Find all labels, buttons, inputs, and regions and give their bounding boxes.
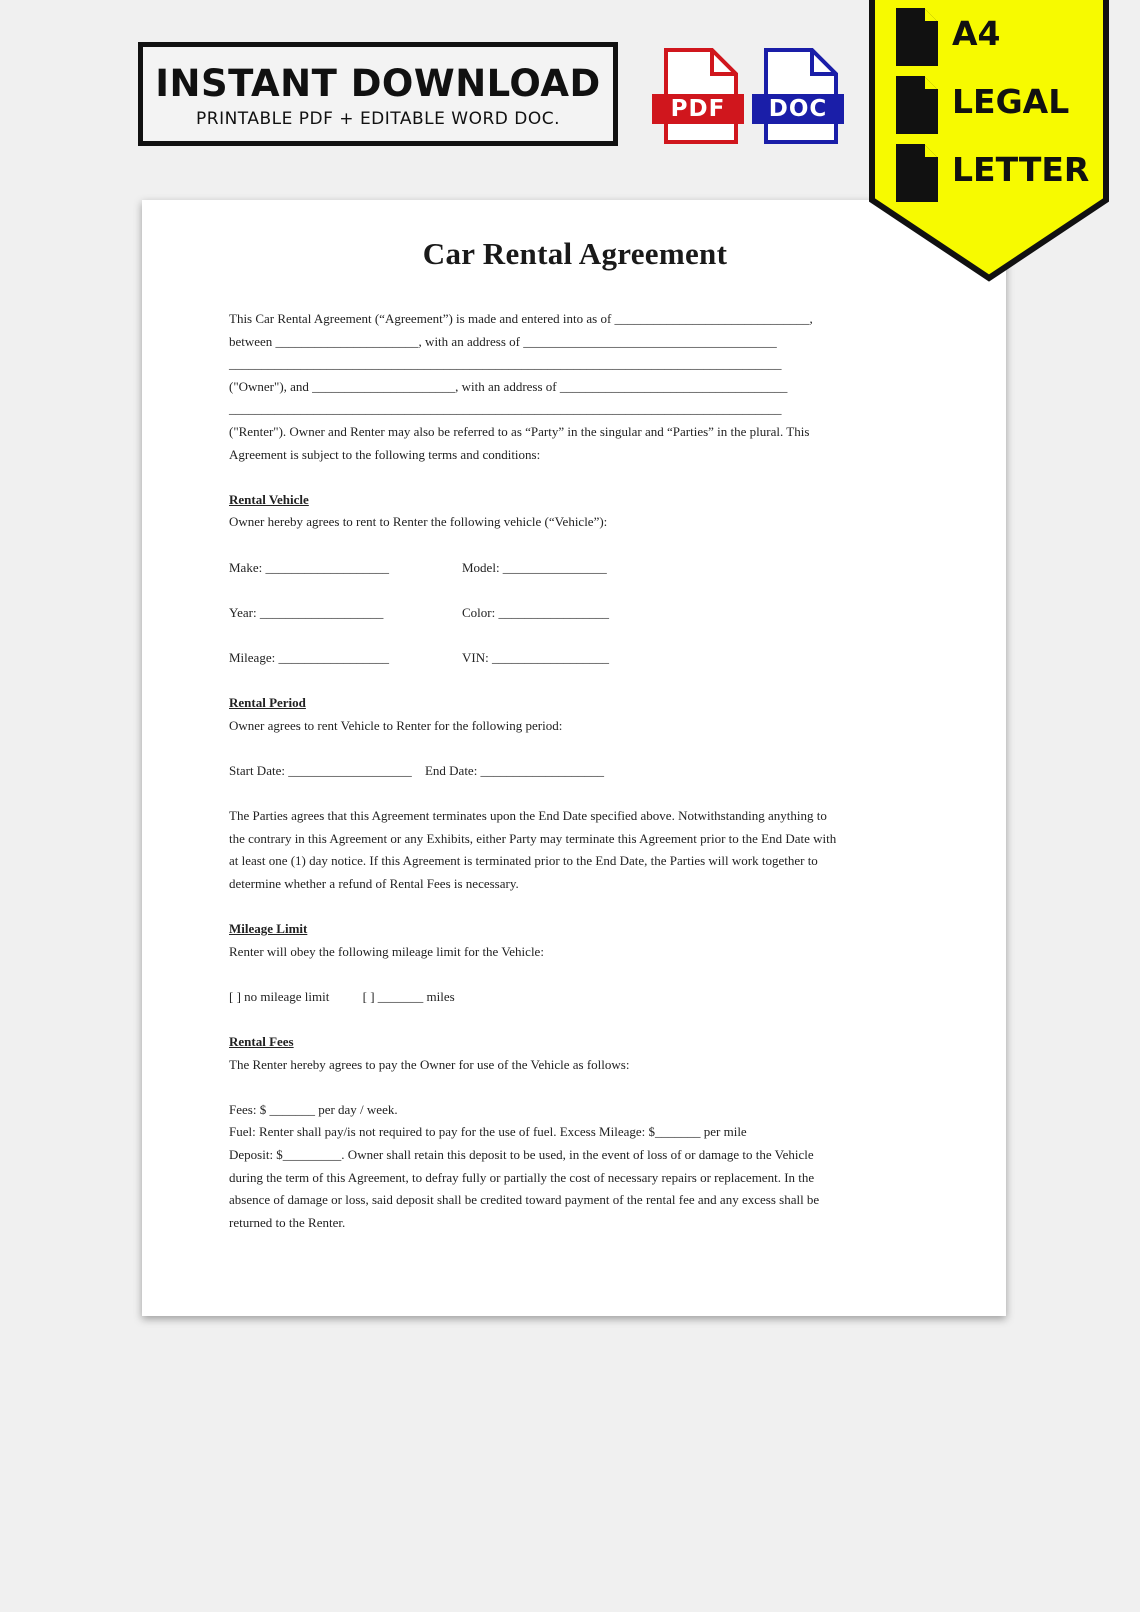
pdf-file-icon xyxy=(652,48,744,144)
intro-line: _____________________________________________________________________________________ xyxy=(229,356,782,372)
start-date-field: Start Date: ___________________ xyxy=(229,762,412,778)
year-field: Year: ___________________ xyxy=(229,604,384,620)
color-field: Color: _________________ xyxy=(462,604,609,620)
vin-field: VIN: __________________ xyxy=(462,649,609,665)
period-terms-line: The Parties agrees that this Agreement terminates upon the End Date specified above. Notwithstanding anything to xyxy=(229,808,827,824)
document-icon xyxy=(894,142,940,204)
document-icon xyxy=(894,6,940,68)
make-model-row xyxy=(229,557,921,580)
fees-line: during the term of this Agreement, to defray fully or partially the cost of necessary repairs or replacement. In the xyxy=(229,1169,815,1185)
fees-line: absence of damage or loss, said deposit shall be credited toward payment of the rental fee and any excess shall be xyxy=(229,1192,820,1208)
document-page xyxy=(142,200,1006,1316)
banner-subtitle: PRINTABLE PDF + EDITABLE WORD DOC. xyxy=(196,109,560,129)
size-label-legal: LEGAL xyxy=(952,82,1070,121)
intro-line: ("Renter"). Owner and Renter may also be referred to as “Party” in the singular and “Parties” in the plural. This xyxy=(229,423,810,439)
end-date-field: End Date: ___________________ xyxy=(424,762,605,778)
mileage-limit-text: Renter will obey the following mileage limit for the Vehicle: xyxy=(229,943,544,959)
intro-line: This Car Rental Agreement (“Agreement”) is made and entered into as of ______________________________, xyxy=(229,311,813,326)
mileage-limit-heading: Mileage Limit xyxy=(229,921,308,937)
banner-title: INSTANT DOWNLOAD xyxy=(155,62,601,105)
document-icon xyxy=(894,74,940,136)
fees-line: Fees: $ _______ per day / week. xyxy=(229,1101,398,1117)
size-item-letter xyxy=(894,142,1104,204)
rental-period-text: Owner agrees to rent Vehicle to Renter for the following period: xyxy=(229,717,563,733)
size-item-legal xyxy=(894,74,1104,136)
fees-line: Deposit: $_________. Owner shall retain this deposit to be used, in the event of loss of or damage to the Vehicle xyxy=(229,1146,814,1162)
mileage-vin-row xyxy=(229,647,921,670)
size-label-a4: A4 xyxy=(952,14,1001,53)
miles-limit-checkbox: [ ] _______ miles xyxy=(362,988,455,1004)
size-item-a4 xyxy=(894,6,1104,68)
instant-download-banner xyxy=(138,42,618,146)
period-terms-line: at least one (1) day notice. If this Agreement is terminated prior to the End Date, the Parties will work together to xyxy=(229,853,818,869)
pdf-label: PDF xyxy=(670,96,726,122)
doc-file-icon xyxy=(752,48,844,144)
rental-period-heading: Rental Period xyxy=(229,695,306,711)
period-terms-line: determine whether a refund of Rental Fees is necessary. xyxy=(229,875,519,891)
no-mileage-limit-checkbox: [ ] no mileage limit xyxy=(229,988,330,1004)
intro-line: between ______________________, with an address of _______________________________________ xyxy=(229,333,777,349)
make-field: Make: ___________________ xyxy=(229,559,389,575)
document-title: Car Rental Agreement xyxy=(422,236,728,271)
rental-vehicle-heading: Rental Vehicle xyxy=(229,491,309,507)
doc-label: DOC xyxy=(768,96,828,122)
size-label-letter: LETTER xyxy=(952,150,1090,189)
fees-line: returned to the Renter. xyxy=(229,1214,346,1230)
period-terms-line: the contrary in this Agreement or any Exhibits, either Party may terminate this Agreement prior to the End Date with xyxy=(229,830,837,846)
year-color-row xyxy=(229,602,921,625)
agreement-body xyxy=(229,230,921,1234)
paper-size-list xyxy=(868,0,1110,282)
rental-fees-text: The Renter hereby agrees to pay the Owner for use of the Vehicle as follows: xyxy=(229,1056,630,1072)
rental-vehicle-text: Owner hereby agrees to rent to Renter the following vehicle (“Vehicle”): xyxy=(229,514,608,530)
date-row xyxy=(229,760,921,783)
intro-line: ("Owner"), and ______________________, with an address of ___________________________________ xyxy=(229,378,788,394)
intro-line: _____________________________________________________________________________________ xyxy=(229,401,782,417)
intro-line: Agreement is subject to the following terms and conditions: xyxy=(229,446,541,462)
fees-line: Fuel: Renter shall pay/is not required to pay for the use of fuel. Excess Mileage: $_______ per mile xyxy=(229,1124,747,1140)
mileage-options-row xyxy=(229,986,921,1009)
rental-fees-heading: Rental Fees xyxy=(229,1034,294,1049)
mileage-field: Mileage: _________________ xyxy=(229,649,389,665)
model-field: Model: ________________ xyxy=(462,559,607,575)
